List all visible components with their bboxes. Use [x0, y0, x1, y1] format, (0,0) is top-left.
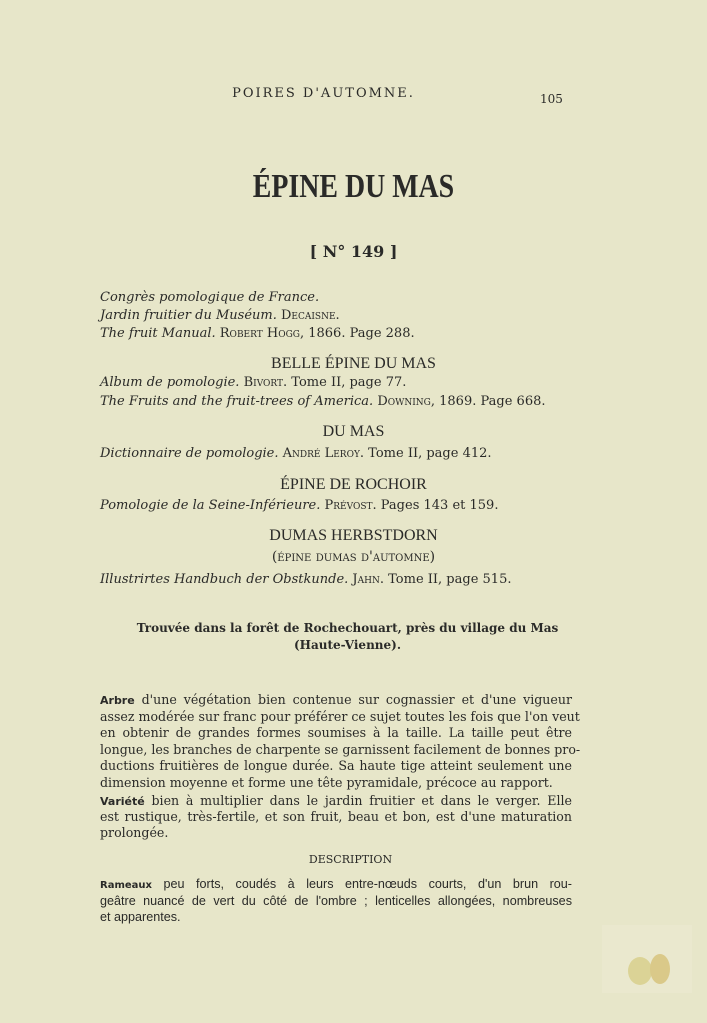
text-line: bien à multiplier dans le jardin fruitier et dans le verger. Elle — [144, 793, 572, 808]
page-title: ÉPINE DU MAS — [252, 168, 455, 205]
reference — [100, 290, 319, 305]
description-heading: DESCRIPTION — [308, 853, 393, 866]
ref-detail: Tome II, page 77. — [287, 375, 407, 390]
origin-line: (Haute-Vienne). — [293, 638, 402, 652]
work-title: Congrès pomologique de France. — [100, 290, 320, 305]
synonym-subtitle: (épine dumas d'automne) — [271, 549, 436, 565]
text-line: d'une végétation bien contenue sur cognassier et d'une vigueur — [134, 692, 572, 707]
author: André Leroy. — [278, 446, 365, 461]
text-line: est rustique, très-fertile, et son fruit, beau et bon, est d'une maturation — [100, 809, 572, 824]
text-line: prolongée. — [100, 825, 169, 840]
text-line: peu forts, coudés à leurs entre-nœuds courts, d'un brun rou- — [151, 877, 572, 891]
work-title: Pomologie de la Seine-Inférieure. — [100, 498, 321, 513]
ref-detail: Tome II, page 412. — [364, 446, 492, 461]
ref-detail: Tome II, page 515. — [384, 572, 512, 587]
synonym-heading: BELLE ÉPINE DU MAS — [271, 355, 436, 372]
paragraph-lead: Variété — [100, 795, 145, 808]
text-line: dimension moyenne et forme une tête pyramidale, précoce au rapport. — [100, 775, 553, 790]
work-title: Jardin fruitier du Muséum. — [100, 308, 277, 323]
ref-detail: , 1869. Page 668. — [430, 394, 546, 409]
pear-icon — [602, 925, 692, 993]
work-title: Dictionnaire de pomologie. — [100, 446, 279, 461]
text-line: geâtre nuancé de vert du côté de l'ombre ; lenticelles allongées, nombreuses — [100, 894, 572, 908]
author: Jahn. — [348, 572, 384, 587]
reference — [100, 326, 415, 341]
pear-illustration-thumbnail — [602, 925, 692, 993]
author: Prévost. — [320, 498, 377, 513]
work-title: Album de pomologie. — [100, 375, 240, 390]
text-line: longue, les branches de charpente se garnissent facilement de bonnes pro- — [100, 742, 581, 757]
text-line: et apparentes. — [100, 910, 181, 924]
work-title: The fruit Manual. — [100, 326, 216, 341]
author: Bivort. — [239, 375, 288, 390]
paragraph-lead: Arbre — [100, 694, 135, 707]
text-line: assez modérée sur franc pour préférer ce sujet toutes les fois que l'on veut — [100, 709, 580, 724]
page-number: 105 — [540, 92, 563, 106]
variety-number: [ N° 149 ] — [309, 242, 398, 261]
synonym-heading: DUMAS HERBSTDORN — [269, 527, 438, 544]
origin-line: Trouvée dans la forêt de Rochechouart, près du village du Mas — [136, 621, 559, 635]
text-line: en obtenir de grandes formes soumises à la taille. La taille peut être — [100, 725, 572, 740]
synonym-heading: ÉPINE DE ROCHOIR — [280, 476, 427, 493]
work-title: Illustrirtes Handbuch der Obstkunde. — [100, 572, 349, 587]
running-title: POIRES D'AUTOMNE. — [232, 86, 415, 101]
synonym-heading: DU MAS — [322, 423, 385, 440]
author: Robert Hogg — [215, 326, 300, 341]
text-line: ductions fruitières de longue durée. Sa haute tige atteint seulement une — [100, 758, 572, 773]
ref-detail: , 1866. Page 288. — [299, 326, 415, 341]
paragraph-lead: Rameaux — [100, 880, 152, 891]
ref-detail: Pages 143 et 159. — [376, 498, 499, 513]
work-title: The Fruits and the fruit-trees of America. — [100, 394, 374, 409]
author: Downing — [373, 394, 431, 409]
author: Decaisne. — [276, 308, 340, 323]
reference — [100, 308, 340, 323]
